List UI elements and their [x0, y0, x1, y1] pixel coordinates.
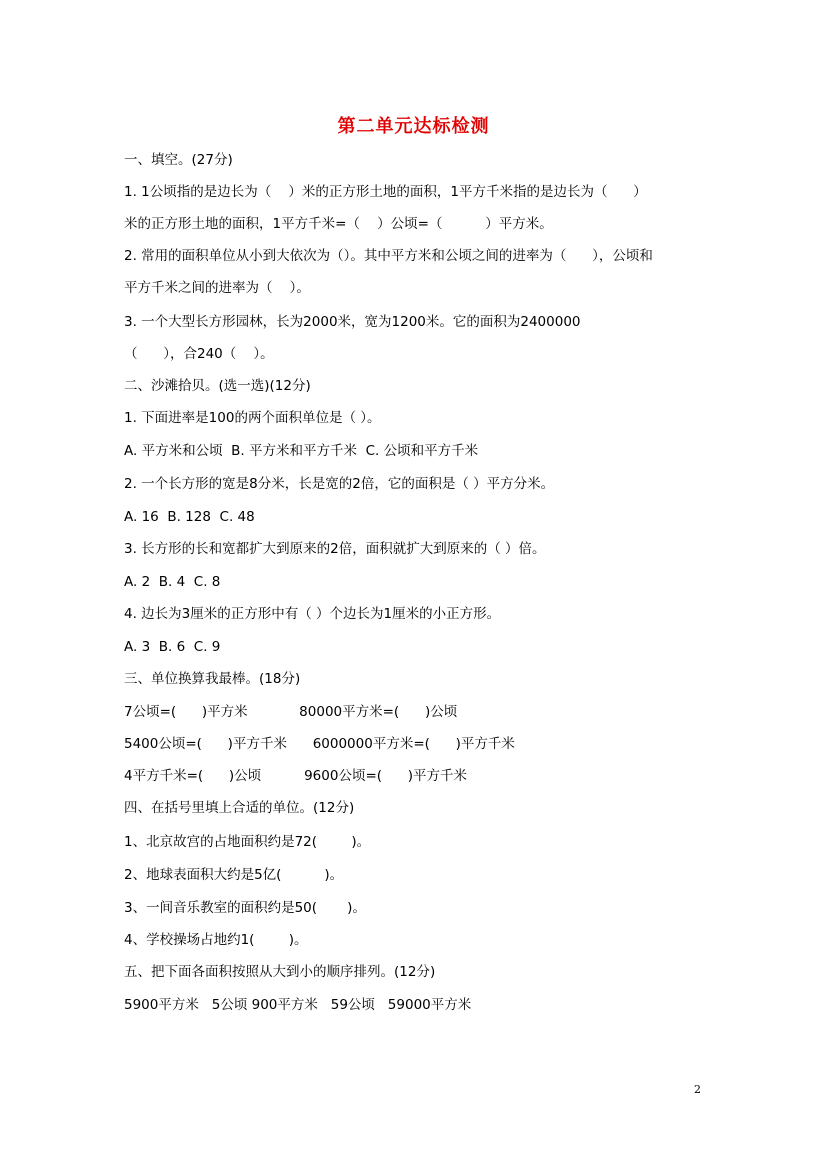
q1-3-line-2: （ ），合240（ ）。 — [124, 346, 274, 362]
q1-2-line-2: 平方千米之间的进率为（ ）。 — [124, 280, 310, 296]
q2-4-options: A. 3 B. 6 C. 9 — [124, 639, 221, 655]
q2-1: 1. 下面进率是100的两个面积单位是（ ）。 — [124, 410, 381, 426]
q2-3: 3. 长方形的长和宽都扩大到原来的2倍，面积就扩大到原来的（ ）倍。 — [124, 541, 546, 557]
section-1-heading: 一、填空。(27分) — [124, 152, 233, 168]
q3-row-2: 5400公顷=( )平方千米 6000000平方米=( )平方千米 — [124, 736, 515, 752]
section-3-heading: 三、单位换算我最棒。(18分) — [124, 671, 301, 687]
q4-1: 1、北京故宫的占地面积约是72( )。 — [124, 834, 371, 850]
q1-1-line-1: 1. 1公顷指的是边长为（ ）米的正方形土地的面积，1平方千米指的是边长为（ ） — [124, 184, 647, 200]
q4-2: 2、地球表面积大约是5亿( )。 — [124, 867, 344, 883]
q1-3-line-1: 3. 一个大型长方形园林，长为2000米，宽为1200米。它的面积为2400000 — [124, 314, 581, 330]
q4-3: 3、一间音乐教室的面积约是50( )。 — [124, 900, 366, 916]
section-4-heading: 四、在括号里填上合适的单位。(12分) — [124, 800, 355, 816]
q2-4: 4. 边长为3厘米的正方形中有（ ）个边长为1厘米的小正方形。 — [124, 606, 501, 622]
section-5-heading: 五、把下面各面积按照从大到小的顺序排列。(12分) — [124, 964, 436, 980]
section-2-heading: 二、沙滩拾贝。(选一选)(12分) — [124, 378, 311, 394]
q5-items: 5900平方米 5公顷 900平方米 59公顷 59000平方米 — [124, 997, 472, 1013]
page-number: 2 — [694, 1083, 701, 1096]
q4-4: 4、学校操场占地约1( )。 — [124, 932, 308, 948]
q2-3-options: A. 2 B. 4 C. 8 — [124, 574, 221, 590]
q2-2: 2. 一个长方形的宽是8分米，长是宽的2倍，它的面积是（ ）平方分米。 — [124, 476, 555, 492]
q2-2-options: A. 16 B. 128 C. 48 — [124, 509, 255, 525]
q3-row-1: 7公顷=( )平方米 80000平方米=( )公顷 — [124, 704, 458, 720]
q3-row-3: 4平方千米=( )公顷 9600公顷=( )平方千米 — [124, 768, 468, 784]
q2-1-options: A. 平方米和公顷 B. 平方米和平方千米 C. 公顷和平方千米 — [124, 443, 479, 459]
page-title: 第二单元达标检测 — [337, 116, 490, 137]
q1-1-line-2: 米的正方形土地的面积，1平方千米=（ ）公顷=（ ）平方米。 — [124, 216, 553, 232]
q1-2-line-1: 2. 常用的面积单位从小到大依次为（）。其中平方米和公顷之间的进率为（ ），公顷和 — [124, 248, 653, 264]
